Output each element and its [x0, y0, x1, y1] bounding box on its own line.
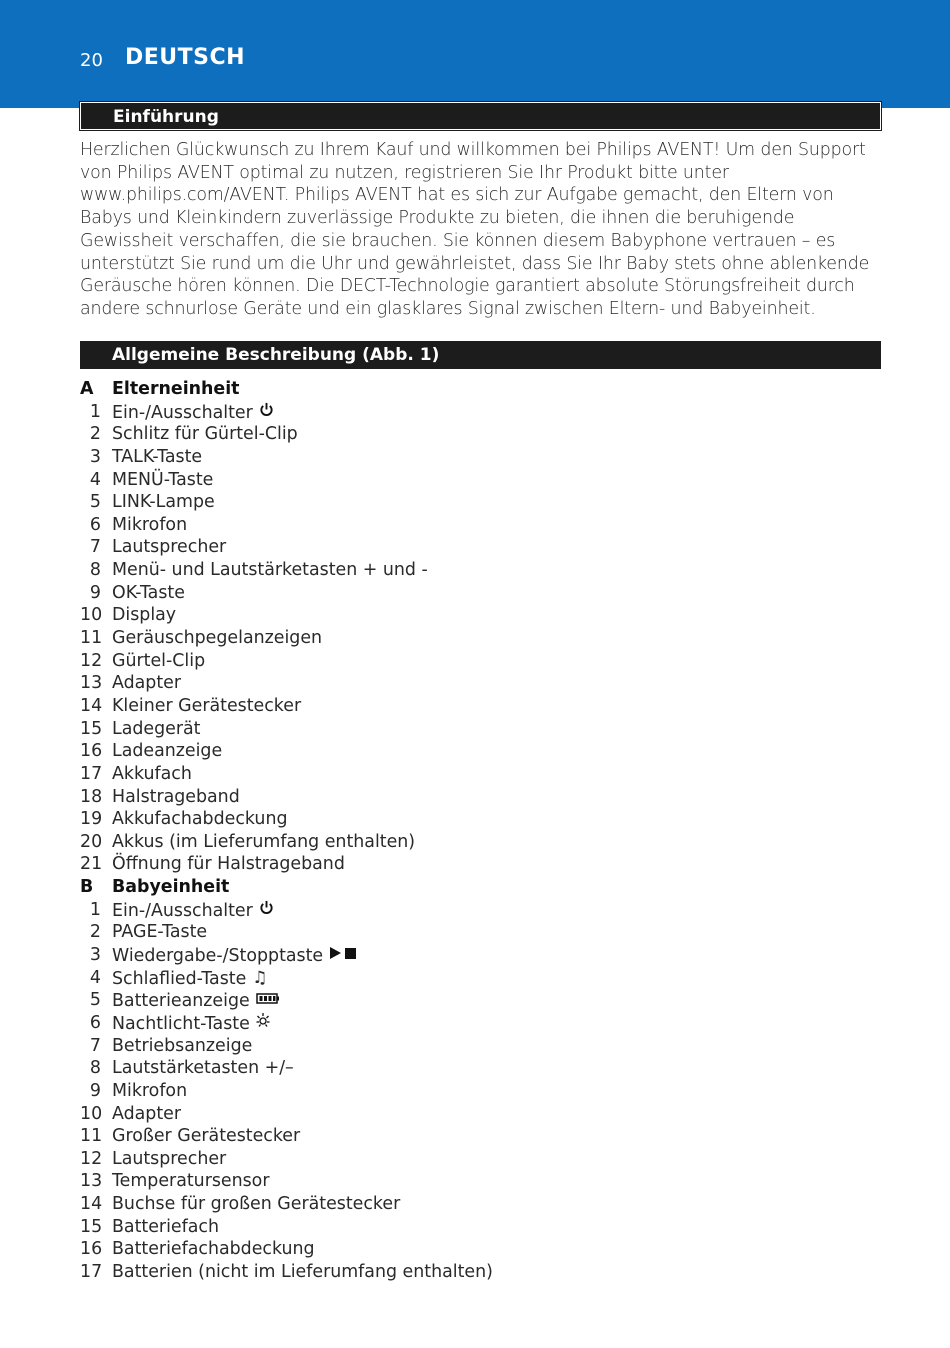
item-number: 14 [80, 695, 103, 716]
item-number: 13 [80, 1171, 103, 1192]
item-number: 4 [89, 967, 101, 988]
list-item [80, 1216, 880, 1239]
introduction-paragraph: Herzlichen Glückwunsch zu Ihrem Kauf und willkommen bei Philips AVENT! Um den Support von Philips AVENT optimal zu nutzen, registrieren Sie Ihr Produkt bitte unter www.philips.com/AVENT. Philips AVENT hat es sich zur Aufgabe gemacht, den Eltern von Babys und Kleinkindern zuverlässige Produkte zu bieten, die ihnen die beruhigende Gewissheit verschaffen, die sie brauchen. Sie können diesem Babyphone vertrauen – es unterstützt Sie rund um die Uhr und gewährleistet, dass Sie Ihr Baby stets ohne ablenkende Geräusche hören können. Die DECT-Technologie garantiert absolute Störungsfreiheit durch andere schnurlose Geräte und ein glasklares Signal zwischen Eltern- und Babyeinheit. [80, 140, 870, 319]
item-label: Öffnung für Halstrageband [112, 854, 345, 875]
item-number: 3 [89, 446, 101, 467]
item-number: 5 [89, 990, 101, 1011]
item-label: Temperatursensor [112, 1171, 270, 1192]
item-label: Kleiner Gerätestecker [112, 695, 302, 716]
item-number: 8 [89, 560, 101, 581]
item-label: Halstrageband [112, 786, 240, 807]
item-label: Ladegerät [112, 718, 201, 739]
language-title: DEUTSCH [125, 45, 246, 70]
list-item [80, 1057, 880, 1080]
item-number: 10 [80, 605, 103, 626]
item-number: 9 [89, 1080, 101, 1101]
list-item [80, 1103, 880, 1126]
list-item [80, 740, 880, 763]
item-label: Adapter [112, 1103, 181, 1124]
group-heading [80, 378, 880, 401]
list-item [80, 989, 880, 1012]
section-heading-description: Allgemeine Beschreibung (Abb. 1) [80, 341, 881, 369]
play-stop-icon [329, 944, 359, 967]
list-item [80, 514, 880, 537]
list-item [80, 1238, 880, 1261]
item-number: 17 [80, 763, 103, 784]
power-icon [259, 401, 274, 424]
item-label: PAGE-Taste [112, 922, 208, 943]
nightlight-icon [256, 1012, 270, 1035]
item-label: Großer Gerätestecker [112, 1126, 301, 1147]
list-item [80, 831, 880, 854]
item-number: 8 [89, 1058, 101, 1079]
item-label: Ein-/Ausschalter [112, 899, 274, 922]
list-item [80, 401, 880, 424]
item-number: 4 [89, 469, 101, 490]
power-icon [259, 899, 274, 922]
item-number: 15 [80, 718, 103, 739]
item-number: 13 [80, 673, 103, 694]
item-label: Menü- und Lautstärketasten + und - [112, 560, 428, 581]
list-item [80, 944, 880, 967]
item-label: Ein-/Ausschalter [112, 401, 274, 424]
list-item [80, 786, 880, 809]
item-label: Gürtel-Clip [112, 650, 206, 671]
item-number: 5 [89, 492, 101, 513]
item-label: Buchse für großen Gerätestecker [112, 1194, 401, 1215]
item-label: Geräuschpegelanzeigen [112, 628, 323, 649]
list-item [80, 763, 880, 786]
list-item [80, 1148, 880, 1171]
list-item [80, 695, 880, 718]
item-number: 1 [89, 899, 101, 920]
item-label: Batteriefach [112, 1216, 219, 1237]
group-heading [80, 876, 880, 899]
group-letter: B [80, 877, 94, 898]
item-number: 15 [80, 1216, 103, 1237]
music-note-icon: ♫ [252, 967, 268, 988]
item-label: Mikrofon [112, 514, 188, 535]
list-item [80, 1012, 880, 1035]
page-number: 20 [80, 50, 103, 71]
item-number: 12 [80, 650, 103, 671]
list-item [80, 1261, 880, 1284]
item-label: Schlaflied-Taste ♫ [112, 967, 268, 989]
item-label: Akkus (im Lieferumfang enthalten) [112, 831, 416, 852]
group-letter: A [80, 379, 94, 399]
item-label: Batterien (nicht im Lieferumfang enthalten) [112, 1261, 493, 1282]
item-label: Mikrofon [112, 1080, 188, 1101]
section-heading-introduction: Einführung [80, 102, 881, 130]
item-number: 2 [89, 922, 101, 943]
list-item [80, 808, 880, 831]
item-label: MENÜ-Taste [112, 469, 214, 490]
item-label: Lautsprecher [112, 537, 227, 558]
list-item [80, 967, 880, 990]
item-label: TALK-Taste [112, 446, 203, 467]
item-number: 20 [80, 831, 103, 852]
item-label: Ladeanzeige [112, 741, 223, 762]
item-label: Wiedergabe-/Stopptaste [112, 944, 359, 967]
list-item [80, 1170, 880, 1193]
item-number: 1 [89, 401, 101, 422]
list-item [80, 1080, 880, 1103]
item-label: Lautsprecher [112, 1148, 227, 1169]
list-item [80, 718, 880, 741]
item-label: Nachtlicht-Taste [112, 1012, 270, 1035]
list-item [80, 627, 880, 650]
list-item [80, 559, 880, 582]
list-item [80, 423, 880, 446]
item-label: LINK-Lampe [112, 492, 215, 513]
item-label: Adapter [112, 673, 181, 694]
item-label: Schlitz für Gürtel-Clip [112, 424, 298, 445]
item-label: Display [112, 605, 177, 626]
list-item [80, 469, 880, 492]
list-item [80, 853, 880, 876]
battery-icon [256, 989, 280, 1012]
item-label: Betriebsanzeige [112, 1035, 253, 1056]
list-item [80, 491, 880, 514]
list-item [80, 672, 880, 695]
group-name: Elterneinheit [112, 379, 240, 399]
item-number: 16 [80, 1239, 103, 1260]
item-number: 17 [80, 1261, 103, 1282]
list-item [80, 899, 880, 922]
item-label: Lautstärketasten +/– [112, 1058, 294, 1079]
list-item [80, 921, 880, 944]
item-number: 16 [80, 741, 103, 762]
parts-list [80, 378, 880, 1284]
item-number: 11 [80, 1126, 103, 1147]
item-number: 2 [89, 424, 101, 445]
item-label: OK-Taste [112, 582, 185, 603]
list-item [80, 536, 880, 559]
group-name: Babyeinheit [112, 877, 230, 898]
item-number: 9 [89, 582, 101, 603]
list-item [80, 1035, 880, 1058]
item-label: Batterieanzeige [112, 989, 280, 1012]
item-number: 18 [80, 786, 103, 807]
item-number: 10 [80, 1103, 103, 1124]
list-item [80, 1193, 880, 1216]
list-item [80, 604, 880, 627]
item-number: 12 [80, 1148, 103, 1169]
item-label: Batteriefachabdeckung [112, 1239, 315, 1260]
item-number: 3 [89, 945, 101, 966]
item-number: 6 [89, 514, 101, 535]
item-number: 7 [89, 1035, 101, 1056]
item-label: Akkufachabdeckung [112, 809, 288, 830]
list-item [80, 582, 880, 605]
list-item [80, 650, 880, 673]
item-number: 19 [80, 809, 103, 830]
list-item [80, 1125, 880, 1148]
item-number: 6 [89, 1012, 101, 1033]
item-number: 14 [80, 1194, 103, 1215]
item-number: 7 [89, 537, 101, 558]
list-item [80, 446, 880, 469]
item-number: 11 [80, 628, 103, 649]
item-label: Akkufach [112, 763, 192, 784]
item-number: 21 [80, 854, 103, 875]
